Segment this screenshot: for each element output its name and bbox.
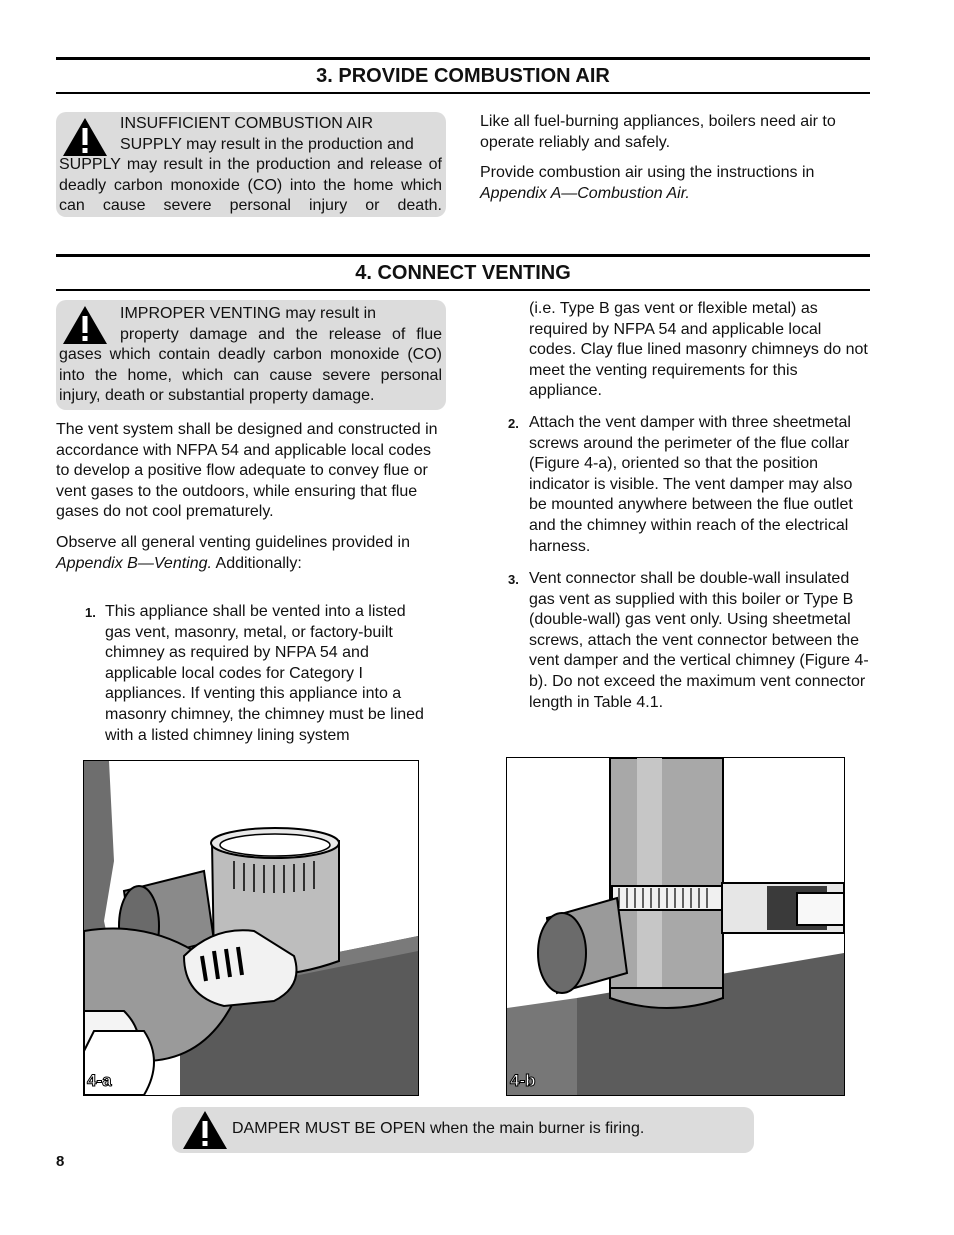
damper-warning [172, 1107, 754, 1153]
figure-4a-illustration [84, 761, 418, 1095]
combustion-air-warning [56, 112, 446, 217]
appendix-b-reference: Appendix B—Venting. [56, 554, 212, 572]
combustion-air-text [480, 112, 870, 204]
venting-warning [56, 300, 446, 410]
combustion-air-para-1: Like all fuel-burning appliances, boilers need air to operate reliably and safely. [480, 113, 836, 151]
list-item-continued: (i.e. Type B gas vent or flexible metal) as required by NFPA 54 and applicable local codes. Clay flue lined masonry chimneys do not meet the venting requirements for this appliance. [529, 300, 868, 400]
figure-4b-label: 4-b [510, 1071, 536, 1090]
venting-para-1: The vent system shall be designed and constructed in accordance with NFPA 54 and applicable local codes to develop a positive flow adequate to convey flue or vent gases to the outdoors, while ensuring that flue gases do not cool prematurely. [56, 421, 438, 521]
list-number: 3. [508, 572, 519, 587]
warning-body: property damage and the release of flue gases which contain deadly carbon monoxide (CO) into the home, which can cause severe personal injury, death or substantial property damage. [59, 325, 442, 405]
warning-lead: IMPROPER VENTING may result in [120, 305, 377, 322]
section-4-title: 4. CONNECT VENTING [56, 254, 870, 291]
damper-warning-text: DAMPER MUST BE OPEN when the main burner is firing. [232, 1120, 645, 1137]
list-item: This appliance shall be vented into a listed gas vent, masonry, metal, or factory-built chimney as required by NFPA 54 and applicable local codes for Category I appliances. If venting this appliance into a masonry chimney, the chimney must be lined with a listed chimney lining system [105, 603, 424, 744]
list-item: Attach the vent damper with three sheetmetal screws around the perimeter of the flue collar (Figure 4-a), oriented so that the position indicator is visible. The vent damper may also be mounted anywhere between the flue outlet and the chimney within reach of the electrical harness. [529, 414, 853, 555]
warning-triangle-icon [182, 1109, 228, 1151]
venting-para-2: Observe all general venting guidelines provided in Appendix B—Venting. Additionally: [56, 533, 410, 572]
warning-body: SUPPLY may result in the production and release of deadly carbon monoxide (CO) into the home which can cause severe personal injury or death. [59, 156, 442, 215]
venting-intro [56, 420, 438, 574]
warning-triangle-icon [62, 116, 108, 158]
figure-4a [83, 760, 419, 1096]
figure-4b [506, 757, 845, 1096]
combustion-air-para-2: Provide combustion air using the instructions in Appendix A—Combustion Air. [480, 164, 815, 202]
list-number: 2. [508, 416, 519, 431]
list-item: Vent connector shall be double-wall insulated gas vent as supplied with this boiler or Type B (double-wall) gas vent only. Using sheetmetal screws, attach the vent connector between the vent damper and the vertical chimney (Figure 4-b). Do not exceed the maximum vent connector length in Table 4.1. [529, 570, 869, 711]
warning-line: SUPPLY may result in the production and [120, 135, 414, 153]
section-3-title: 3. PROVIDE COMBUSTION AIR [56, 57, 870, 94]
page-number: 8 [56, 1153, 65, 1170]
appendix-a-reference: Appendix A—Combustion Air. [480, 184, 690, 202]
list-number: 1. [85, 605, 96, 620]
figure-4a-label: 4-a [87, 1071, 112, 1090]
figure-4b-illustration [507, 758, 844, 1095]
warning-lead: INSUFFICIENT COMBUSTION AIR [120, 115, 374, 132]
